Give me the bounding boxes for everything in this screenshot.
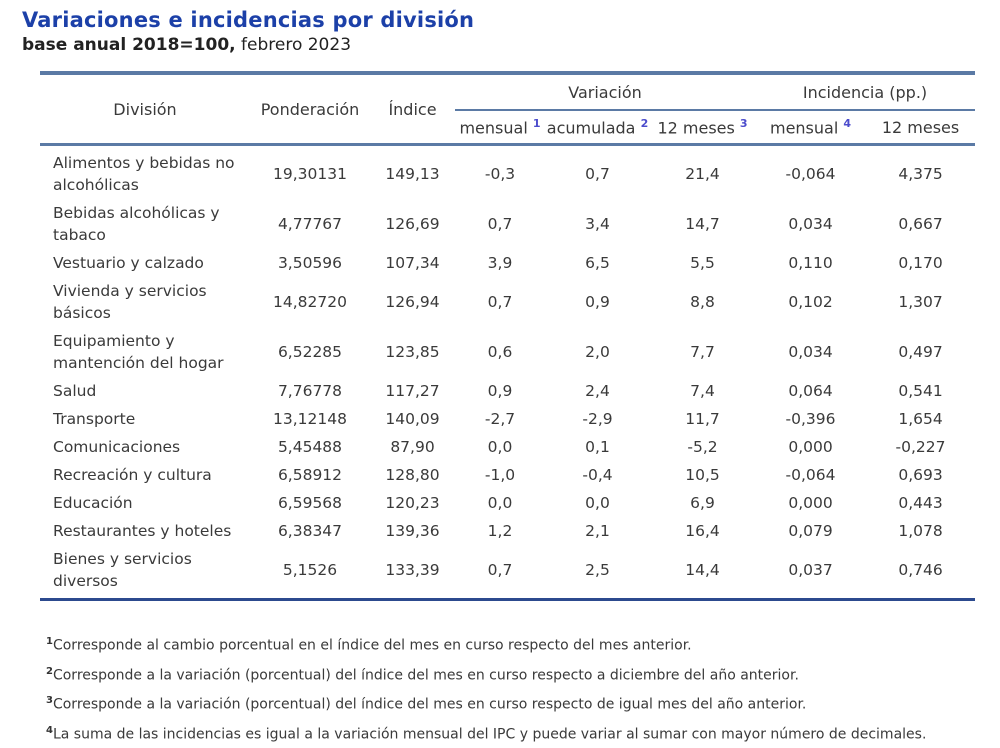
var-acumulada-cell: 2,1 (585, 522, 610, 540)
inc-12-meses-cell: 0,541 (898, 382, 943, 400)
ponderacion-cell: 6,52285 (277, 343, 343, 361)
division-name-cell: Educación (53, 494, 133, 512)
inc-12-meses-cell: 1,654 (898, 410, 943, 428)
var-12-meses-cell: 11,7 (685, 410, 720, 428)
var-acumulada-cell: 0,0 (585, 494, 610, 512)
var-acumulada-cell: 2,5 (545, 545, 650, 600)
inc-12-meses-cell: 0,667 (898, 215, 943, 233)
page-subtitle (22, 35, 1000, 55)
footnote (46, 688, 1000, 718)
var-12-meses-cell: 8,8 (690, 293, 715, 311)
var-mensual-cell: 0,7 (487, 293, 513, 311)
table-row (40, 249, 975, 277)
inc-12-meses-cell: 0,746 (866, 545, 975, 600)
footnote-number: 2 (46, 665, 53, 677)
col-header-division: División (40, 73, 250, 145)
col-header-ponderacion: Ponderación (250, 73, 370, 145)
ponderacion-cell: 6,38347 (277, 522, 343, 540)
division-name-cell: Vivienda y servicios básicos (53, 282, 207, 322)
ponderacion-cell: 6,59568 (277, 494, 343, 512)
inc-12-meses-cell: 4,375 (898, 165, 943, 183)
table-row (40, 145, 975, 200)
indice-cell: 126,69 (385, 215, 440, 233)
var-acumulada-cell: 2,0 (585, 343, 610, 361)
var-mensual-cell: 1,2 (487, 522, 513, 540)
table-row (40, 377, 975, 405)
division-name-cell: Vestuario y calzado (53, 254, 204, 272)
ponderacion-cell: 6,58912 (277, 466, 343, 484)
footnote (46, 718, 1000, 748)
division-name-cell: Salud (53, 382, 97, 400)
ponderacion-cell: 7,76778 (277, 382, 343, 400)
inc-mensual-cell: 0,037 (755, 545, 866, 600)
inc-mensual-cell: 0,000 (788, 438, 833, 456)
var-acumulada-cell: -0,4 (582, 466, 613, 484)
inc-mensual-cell: 0,064 (788, 382, 833, 400)
ponderacion-cell: 19,30131 (273, 165, 347, 183)
inc-12-meses-cell: 0,693 (898, 466, 943, 484)
division-name-cell: Equipamiento y mantención del hogar (53, 332, 224, 372)
var-12-meses-cell: 6,9 (690, 494, 715, 512)
var-mensual-cell: -0,3 (484, 165, 516, 183)
table-row (40, 327, 975, 377)
ponderacion-cell: 13,12148 (273, 410, 347, 428)
inc-12-meses-cell: 0,170 (898, 254, 943, 272)
indice-cell: 126,94 (385, 293, 440, 311)
var-12-meses-cell: 5,5 (690, 254, 715, 272)
footnote-number: 4 (46, 724, 53, 736)
footnote (46, 629, 1000, 659)
var-acumulada-cell: 3,4 (585, 215, 610, 233)
inc-mensual-cell: 0,079 (788, 522, 833, 540)
inc-mensual-cell: 0,000 (788, 494, 833, 512)
footnote-ref-4: 4 (843, 116, 852, 130)
var-acumulada-cell: 0,9 (585, 293, 610, 311)
division-name-cell: Alimentos y bebidas no alcohólicas (53, 154, 235, 194)
subtitle-base: base anual 2018=100, (22, 35, 236, 55)
indice-cell: 107,34 (385, 254, 440, 272)
footnote (46, 659, 1000, 689)
indice-cell: 149,13 (385, 165, 440, 183)
var-12-meses-cell: 7,4 (690, 382, 715, 400)
footnotes (46, 629, 1000, 748)
division-name-cell: Recreación y cultura (53, 466, 212, 484)
var-12-meses-cell: 14,7 (685, 215, 720, 233)
table-row (40, 489, 975, 517)
col-header-var-12-meses: 12 meses $^3$ (650, 110, 755, 145)
footnote-ref-1: 1 (532, 116, 541, 130)
inc-12-meses-cell: 1,078 (898, 522, 943, 540)
var-acumulada-cell: -2,9 (582, 410, 613, 428)
division-name-cell: Transporte (53, 410, 136, 428)
indice-cell: 87,90 (390, 438, 435, 456)
inc-mensual-cell: -0,064 (785, 466, 836, 484)
inc-mensual-cell: 0,034 (788, 343, 833, 361)
table-row (40, 277, 975, 327)
var-acumulada-cell: 0,7 (585, 165, 610, 183)
col-header-indice: Índice (370, 73, 455, 145)
ponderacion-cell: 5,45488 (277, 438, 343, 456)
footnote-text: Corresponde a la variación (porcentual) del índice del mes en curso respecto de igual mes del año anterior. (52, 696, 807, 713)
table-row (40, 545, 975, 600)
ponderacion-cell: 14,82720 (273, 293, 347, 311)
table-header-row-groups (40, 73, 975, 110)
col-header-var-mensual: mensual $^1$ (455, 110, 545, 145)
footnote-ref-3: 3 (739, 116, 748, 130)
footnote-text: Corresponde al cambio porcentual en el índice del mes en curso respecto del mes anterior. (52, 637, 692, 654)
col-header-inc-12-meses: 12 meses (866, 110, 975, 145)
inc-12-meses-cell: 0,443 (898, 494, 943, 512)
inc-mensual-cell: 0,110 (788, 254, 833, 272)
group-header-variacion: Variación (455, 73, 755, 110)
division-name-cell: Bebidas alcohólicas y tabaco (53, 204, 220, 244)
indice-cell: 120,23 (385, 494, 440, 512)
footnote-number: 3 (46, 695, 53, 707)
table-row (40, 461, 975, 489)
var-acumulada-cell: 0,1 (585, 438, 610, 456)
var-12-meses-cell: 14,4 (650, 545, 755, 600)
var-12-meses-cell: 16,4 (685, 522, 720, 540)
inc-12-meses-cell: 0,497 (898, 343, 943, 361)
var-mensual-cell: 0,9 (487, 382, 513, 400)
var-mensual-cell: 3,9 (487, 254, 513, 272)
var-acumulada-cell: 2,4 (585, 382, 610, 400)
inc-12-meses-cell: 1,307 (898, 293, 943, 311)
page-title: Variaciones e incidencias por división (22, 8, 475, 32)
table-row (40, 433, 975, 461)
indice-cell: 139,36 (385, 522, 440, 540)
var-12-meses-cell: 21,4 (685, 165, 720, 183)
col-header-inc-mensual: mensual $^4$ (755, 110, 866, 145)
col-header-var-acumulada: acumulada $^2$ (545, 110, 650, 145)
indice-cell: 133,39 (370, 545, 455, 600)
var-mensual-cell: -1,0 (484, 466, 516, 484)
inc-mensual-cell: 0,034 (788, 215, 833, 233)
indice-cell: 123,85 (385, 343, 440, 361)
division-name-cell: Restaurantes y hoteles (53, 522, 232, 540)
division-name-cell: Comunicaciones (53, 438, 181, 456)
table-row (40, 517, 975, 545)
ponderacion-cell: 3,50596 (277, 254, 343, 272)
ponderacion-cell: 4,77767 (277, 215, 343, 233)
footnote-ref-2: 2 (640, 116, 649, 130)
division-name-cell: Bienes y servicios diversos (40, 545, 250, 600)
divisions-table (40, 71, 975, 601)
footnote-text: La suma de las incidencias es igual a la variación mensual del IPC y puede variar al sumar con mayor número de decimales. (52, 726, 927, 743)
inc-mensual-cell: -0,396 (785, 410, 836, 428)
var-mensual-cell: 0,0 (487, 438, 513, 456)
table-row (40, 199, 975, 249)
inc-mensual-cell: 0,102 (788, 293, 833, 311)
table-row (40, 405, 975, 433)
inc-mensual-cell: -0,064 (785, 165, 836, 183)
indice-cell: 128,80 (385, 466, 440, 484)
var-mensual-cell: 0,7 (455, 545, 545, 600)
group-header-incidencia: Incidencia (pp.) (755, 73, 975, 110)
ponderacion-cell: 5,1526 (250, 545, 370, 600)
indice-cell: 117,27 (385, 382, 440, 400)
var-12-meses-cell: -5,2 (687, 438, 718, 456)
var-mensual-cell: 0,7 (487, 215, 513, 233)
footnote-text: Corresponde a la variación (porcentual) del índice del mes en curso respecto a diciembre del año anterior. (52, 667, 799, 684)
var-acumulada-cell: 6,5 (585, 254, 610, 272)
var-mensual-cell: 0,6 (487, 343, 513, 361)
footnote-number: 1 (46, 636, 53, 647)
subtitle-period: febrero 2023 (235, 35, 352, 55)
inc-12-meses-cell: -0,227 (895, 438, 946, 456)
indice-cell: 140,09 (385, 410, 440, 428)
var-12-meses-cell: 10,5 (685, 466, 720, 484)
var-12-meses-cell: 7,7 (690, 343, 715, 361)
var-mensual-cell: 0,0 (487, 494, 513, 512)
var-mensual-cell: -2,7 (484, 410, 516, 428)
